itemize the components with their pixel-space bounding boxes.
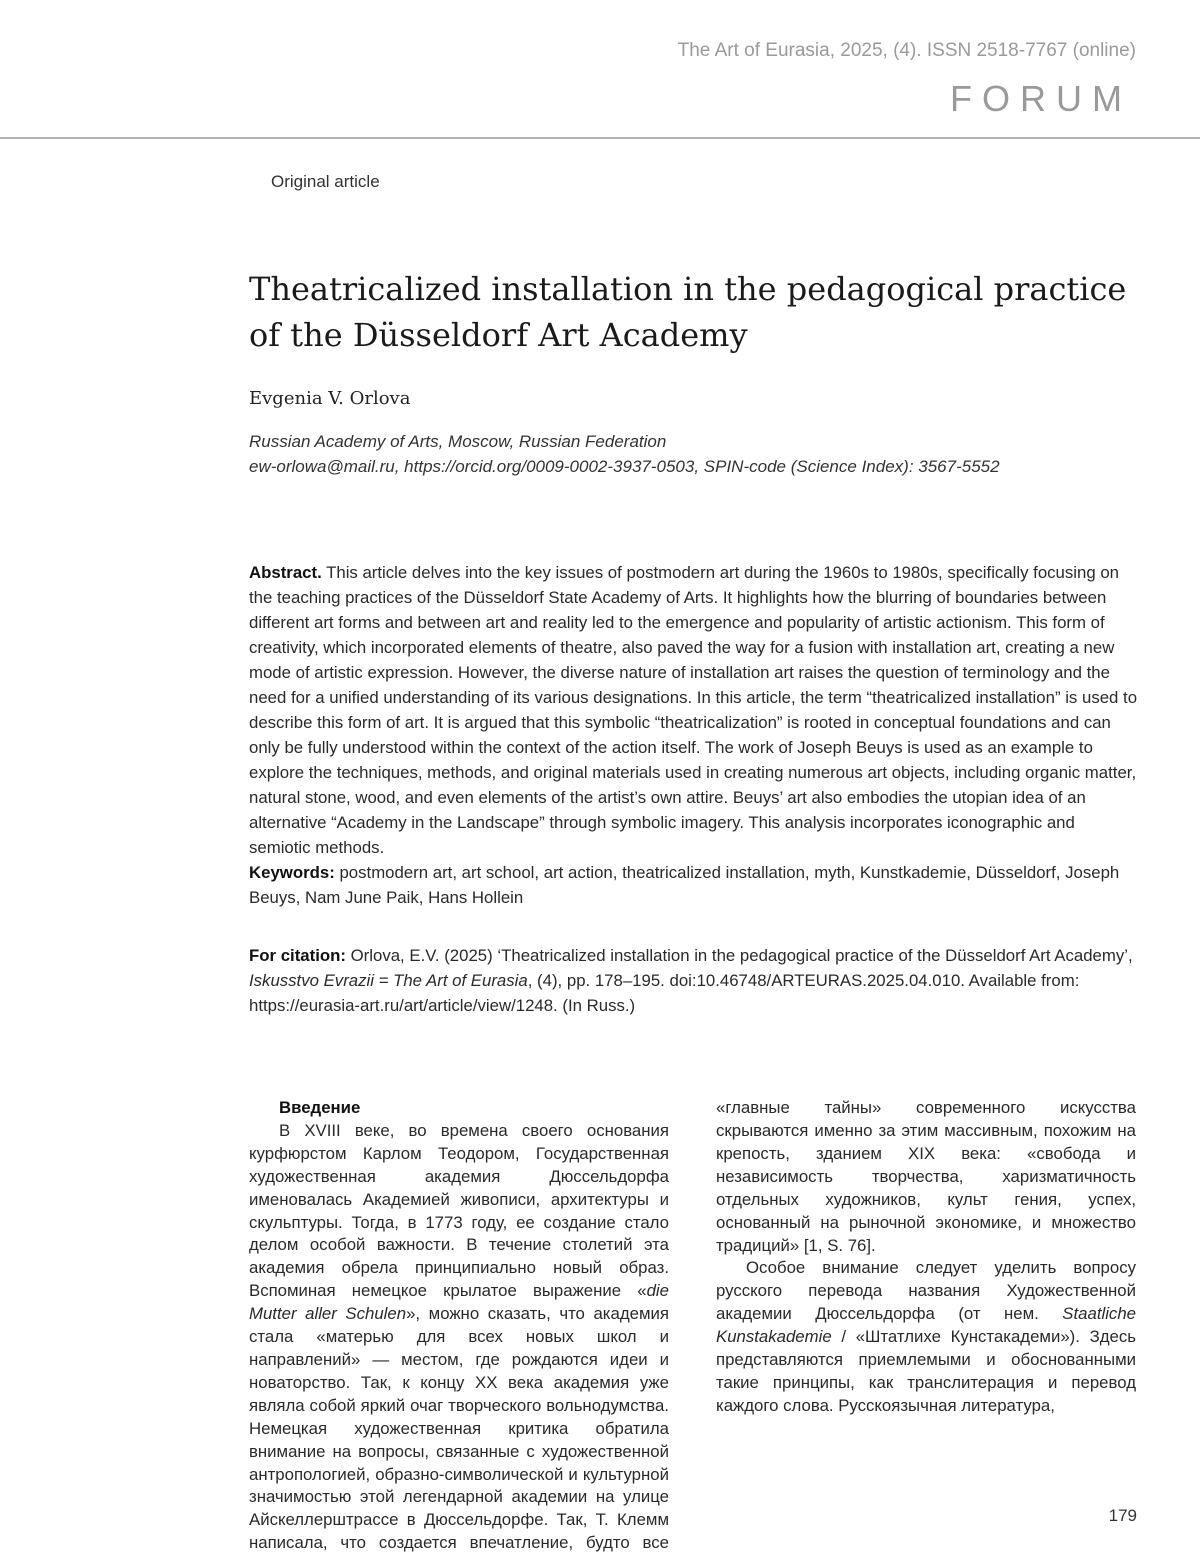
title-line: Theatricalized installation in the pedagogical practice [249, 270, 1127, 308]
citation-text-end: , (4), pp. 178–195. doi:10.46748/ARTEURAS.2025.04.010. Available from: https://eurasia-art.ru/art/article/view/1248. (In Russ.) [249, 971, 1080, 1015]
paragraph-text: «главные тайны» современного искусства скрываются именно за этим массивным, похожим на крепость, зданием XIX века: «свобода и независимость творчества, харизматичность отдельных художников, культ гения, успех, основанный на рыночной экономике, и множество традиций» [1, S. 76]. [716, 1098, 1136, 1255]
body-column-right [716, 1097, 1136, 1555]
keywords-text: postmodern art, art school, art action, theatricalized installation, myth, Kunstkademie, Düsseldorf, Joseph Beuys, Nam June Paik, Hans Hollein [249, 863, 1120, 907]
body-column-left [249, 1097, 669, 1555]
body-paragraph [716, 1097, 1136, 1257]
paragraph-text: Особое внимание следует уделить вопросу русского перевода названия Художественной академии Дюссельдорфа (от нем. [716, 1258, 1136, 1324]
author-contact: ew-orlowa@mail.ru, https://orcid.org/0009-0002-3937-0503, SPIN-code (Science Index): 3567-5552 [249, 457, 1000, 476]
body-column-flow [716, 1097, 1136, 1418]
author-affiliation: Russian Academy of Arts, Moscow, Russian Federation [249, 432, 667, 451]
page-number: 179 [1108, 1506, 1137, 1525]
header-divider [0, 137, 1200, 139]
citation-block [249, 943, 1139, 1018]
abstract-label: Abstract. [249, 563, 322, 582]
citation-text: Orlova, E.V. (2025) ‘Theatricalized installation in the pedagogical practice of the Düsseldorf Art Academy’, [350, 946, 1133, 965]
italic-phrase: die Mutter aller Schulen [249, 1281, 669, 1324]
title-line: of the Düsseldorf Art Academy [249, 316, 748, 354]
paragraph-text: В XVIII веке, во времена своего основания курфюрстом Карлом Теодором, Государственная художественная академия Дюссельдорфа именовалась Академией живописи, архитектуры и скульптуры. Тогда, в 1773 году, ее создание стало делом особой важности. В течение столетий эта академия обрела принципиально новый образ. Вспоминая немецкое крылатое выражение « [249, 1120, 669, 1301]
section-label: FORUM [950, 78, 1132, 119]
keywords-label: Keywords: [249, 863, 335, 882]
article-type: Original article [271, 172, 380, 191]
paragraph-text: / «Штатлихе Кунстакадеми»). Здесь представляются приемлемыми и обоснованными такие принципы, как транслитерация и перевод каждого слова. Русскоязычная литература, [716, 1327, 1136, 1415]
paragraph-text: », можно сказать, что академия стала «матерью для всех новых школ и направлений» — местом, где рождаются идеи и новаторство. Так, к концу XX века академия уже являла собой яркий очаг творческого вольнодумства. Немецкая художественная критика обратила внимание на вопросы, связанные с художественной антропологией, образно-символической и культурной значимостью этой легендарной академии на улице Айскеллерштрассе в Дюссельдорфе. Так, Т. Клемм написала, что создается впечатление, будто все [249, 1304, 669, 1553]
body-paragraph [249, 1120, 669, 1555]
section-heading: Введение [279, 1098, 361, 1117]
author-name: Evgenia V. Orlova [249, 388, 411, 409]
abstract-block [249, 560, 1139, 910]
journal-citation-line: The Art of Eurasia, 2025, (4). ISSN 2518-7767 (online) [677, 40, 1136, 61]
citation-label: For citation: [249, 946, 346, 965]
italic-phrase: Staatliche Kunstakademie [716, 1304, 1136, 1347]
citation-journal: Iskusstvo Evrazii = The Art of Eurasia [249, 971, 528, 990]
body-paragraph [716, 1257, 1136, 1417]
abstract-text: This article delves into the key issues of postmodern art during the 1960s to 1980s, specifically focusing on the teaching practices of the Düsseldorf State Academy of Arts. It highlights how the blurring of boundaries between different art forms and between art and reality led to the emergence and popularity of artistic actionism. This form of creativity, which incorporated elements of theatre, also paved the way for a fusion with installation art, creating a new mode of artistic expression. However, the diverse nature of installation art raises the question of terminology and the need for a unified understanding of its various designations. In this article, the term “theatricalized installation” is used to describe this form of art. It is argued that this symbolic “theatricalization” is rooted in conceptual foundations and can only be fully understood within the context of the action itself. The work of Joseph Beuys is used as an example to explore the techniques, methods, and original materials used in creating numerous art objects, including organic matter, natural stone, wood, and even elements of the artist’s own attire. Beuys’ art also embodies the utopian idea of an alternative “Academy in the Landscape” through symbolic imagery. This analysis incorporates iconographic and semiotic methods. [249, 563, 1138, 857]
article-title [249, 266, 1149, 358]
